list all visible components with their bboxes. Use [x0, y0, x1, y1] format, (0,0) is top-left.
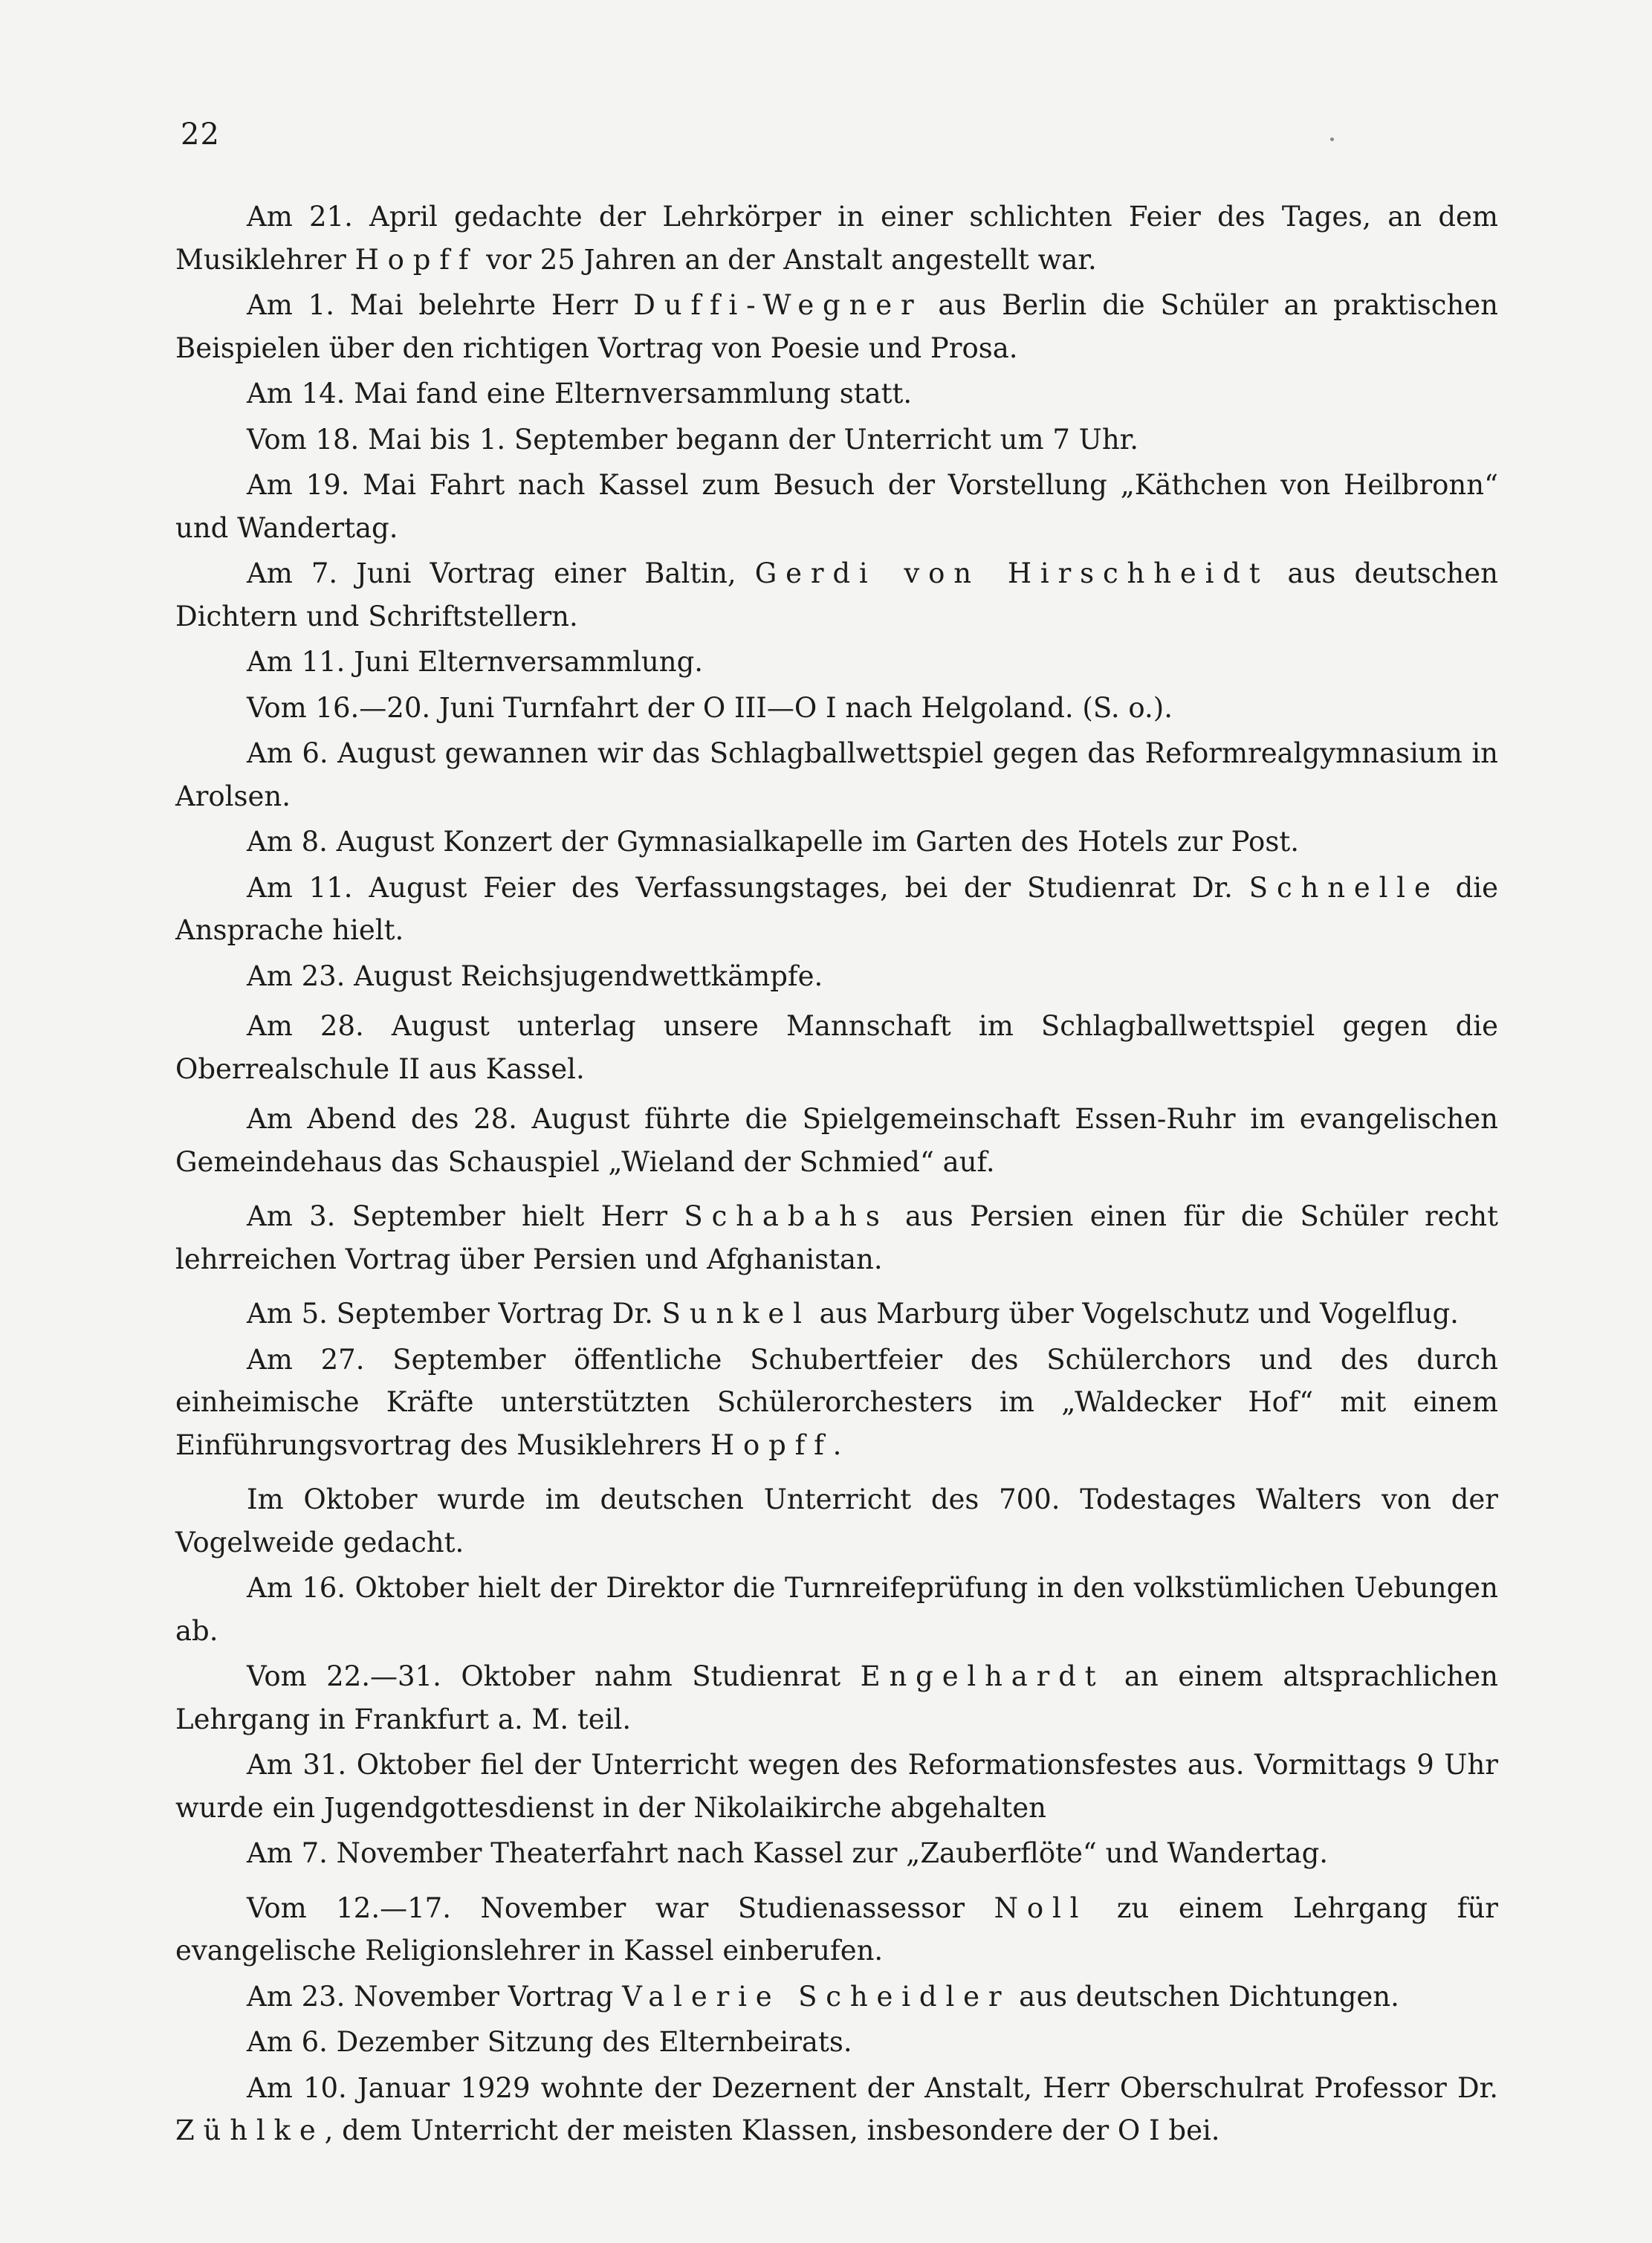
chronicle-entry [175, 2067, 1498, 2152]
entry-text: Am 10. Januar 1929 wohnte der Dezernent der Anstalt, Herr Oberschulrat Professor Dr. [247, 2071, 1498, 2104]
chronicle-entry [175, 1832, 1498, 1875]
spaced-name: Noll [994, 1891, 1088, 1924]
entry-text: Am 27. September öffentliche Schubertfeier des Schülerchors und des durch einheimische Kräfte unterstützten Schülerorchesters im „Waldecker Hof“ mit einem Einführungsvortrag des Musiklehrers [175, 1343, 1498, 1461]
chronicle-entry [175, 1098, 1498, 1183]
spaced-name: Engelhardt [860, 1660, 1105, 1692]
chronicle-text [175, 195, 1498, 2152]
entry-text: aus Marburg über Vogelschutz und Vogelflug. [810, 1298, 1459, 1330]
spaced-name: Gerdi von Hirschheidt [754, 557, 1269, 589]
entry-text: Am 6. August gewannen wir das Schlagballwettspiel gegen das Reformrealgymnasium in Arolsen. [175, 737, 1498, 812]
entry-text: an einem altsprachlichen Lehrgang in Frankfurt a. M. teil. [175, 1660, 1498, 1735]
entry-text: . [832, 1428, 842, 1461]
spaced-name: Hopff [354, 243, 478, 276]
chronicle-entry [175, 2021, 1498, 2064]
chronicle-entry [175, 821, 1498, 864]
entry-text: aus Berlin die Schüler an praktischen Beispielen über den richtigen Vortrag von Poesie und Prosa. [175, 289, 1498, 364]
chronicle-entry [175, 552, 1498, 638]
entry-text: Am 7. November Theaterfahrt nach Kassel zur „Zauberflöte“ und Wandertag. [247, 1837, 1329, 1869]
entry-text: Am 7. Juni Vortrag einer Baltin, [247, 557, 755, 589]
spaced-name: Valerie Scheidler [622, 1980, 1011, 2013]
entry-text: Vom 16.—20. Juni Turnfahrt der O III—O I nach Helgoland. (S. o.). [247, 691, 1173, 724]
chronicle-entry [175, 1744, 1498, 1829]
entry-text: Vom 12.—17. November war Studienassessor [247, 1891, 994, 1924]
chronicle-entry [175, 1567, 1498, 1652]
entry-text: Am 19. Mai Fahrt nach Kassel zum Besuch der Vorstellung „Käthchen von Heilbronn“ und Wandertag. [175, 469, 1498, 544]
entry-text: Am 11. August Feier des Verfassungstages, bei der Studienrat Dr. [247, 871, 1249, 904]
chronicle-entry [175, 372, 1498, 415]
chronicle-entry [175, 1292, 1498, 1336]
chronicle-entry [175, 1887, 1498, 1972]
entry-text: Am 8. August Konzert der Gymnasialkapelle im Garten des Hotels zur Post. [247, 826, 1299, 858]
chronicle-entry [175, 195, 1498, 281]
entry-text: Vom 22.—31. Oktober nahm Studienrat [247, 1660, 861, 1692]
entry-text: vor 25 Jahren an der Anstalt angestellt war. [477, 243, 1097, 276]
chronicle-entry [175, 464, 1498, 549]
entry-text: , dem Unterricht der meisten Klassen, insbesondere der O I bei. [324, 2114, 1220, 2146]
entry-text: Am 6. Dezember Sitzung des Elternbeirats. [247, 2026, 852, 2058]
chronicle-entry [175, 641, 1498, 684]
spaced-name: Zühlke [175, 2114, 325, 2146]
entry-text: zu einem Lehrgang für evangelische Religionslehrer in Kassel einberufen. [175, 1891, 1498, 1967]
entry-text: Am 23. August Reichsjugendwettkämpfe. [247, 959, 823, 992]
entry-text: Am 1. Mai belehrte Herr [247, 289, 634, 321]
chronicle-entry [175, 284, 1498, 369]
spaced-name: Schnelle [1248, 871, 1439, 904]
entry-text: Am 31. Oktober fiel der Unterricht wegen des Reformationsfestes aus. Vormittags 9 Uhr wurde ein Jugendgottesdienst in der Nikolaikirche abgehalten [175, 1749, 1498, 1824]
chronicle-entry [175, 732, 1498, 818]
chronicle-entry [175, 418, 1498, 462]
chronicle-entry [175, 1339, 1498, 1467]
spaced-name: Hopff [710, 1428, 833, 1461]
chronicle-entry [175, 1478, 1498, 1564]
entry-text: Am 11. Juni Elternversammlung. [247, 646, 704, 678]
speck-mark [1330, 137, 1334, 141]
chronicle-entry [175, 1655, 1498, 1741]
spaced-name: Schabahs [684, 1200, 889, 1232]
chronicle-entry [175, 1005, 1498, 1090]
entry-text: aus Persien einen für die Schüler recht lehrreichen Vortrag über Persien und Afghanistan. [175, 1200, 1498, 1275]
entry-text: Am 5. September Vortrag Dr. [247, 1298, 662, 1330]
entry-text: Am 16. Oktober hielt der Direktor die Turnreifeprüfung in den volkstümlichen Uebungen ab. [175, 1572, 1498, 1647]
entry-text: Am 14. Mai fand eine Elternversammlung statt. [247, 378, 913, 410]
spaced-name: Duffi-Wegner [633, 289, 923, 321]
chronicle-entry [175, 1975, 1498, 2019]
entry-text: Am 23. November Vortrag [247, 1980, 623, 2013]
entry-text: Vom 18. Mai bis 1. September begann der Unterricht um 7 Uhr. [247, 423, 1139, 456]
entry-text: Am 3. September hielt Herr [247, 1200, 684, 1232]
chronicle-entry [175, 687, 1498, 730]
entry-text: aus deutschen Dichtern und Schriftstellern. [175, 557, 1498, 632]
entry-text: Am 28. August unterlag unsere Mannschaft im Schlagballwettspiel gegen die Oberrealschule II aus Kassel. [175, 1010, 1498, 1085]
entry-text: Am 21. April gedachte der Lehrkörper in einer schlichten Feier des Tages, an dem Musiklehrer [175, 201, 1498, 276]
entry-text: Am Abend des 28. August führte die Spielgemeinschaft Essen-Ruhr im evangelischen Gemeindehaus das Schauspiel „Wieland der Schmied“ auf. [175, 1103, 1498, 1178]
chronicle-entry [175, 955, 1498, 998]
chronicle-entry [175, 867, 1498, 952]
page-number: 22 [181, 117, 220, 152]
entry-text: Im Oktober wurde im deutschen Unterricht des 700. Todestages Walters von der Vogelweide gedacht. [175, 1483, 1498, 1559]
chronicle-entry [175, 1195, 1498, 1281]
spaced-name: Sunkel [661, 1298, 811, 1330]
entry-text: die Ansprache hielt. [175, 871, 1498, 946]
entry-text: aus deutschen Dichtungen. [1010, 1980, 1399, 2013]
